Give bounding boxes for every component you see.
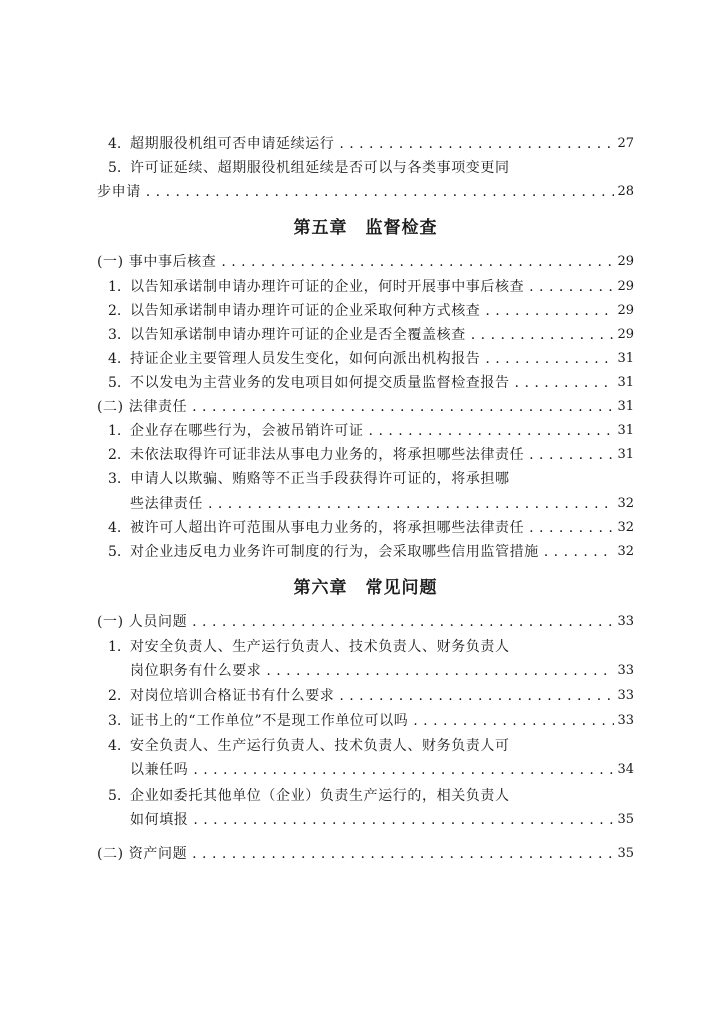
page-number: 31 [614, 419, 634, 443]
entry-title: 步申请 . . . [97, 180, 634, 204]
entry-title: 证书上的“工作单位”不是现工作单位可以吗 . . . [130, 709, 634, 733]
page-number: 35 [614, 808, 634, 832]
toc-entry[interactable] [97, 250, 634, 274]
page-number: 31 [614, 395, 634, 419]
chapter-heading: 第六章 常见问题 [293, 578, 438, 598]
entry-title: 以告知承诺制申请办理许可证的企业采取何种方式核查 . . . [130, 299, 634, 323]
entry-title: 以告知承诺制申请办理许可证的企业，何时开展事中事后核查 . . . [130, 275, 634, 299]
toc-entry[interactable] [97, 180, 634, 204]
entry-title: 超期服役机组可否申请延续运行 . . . [130, 132, 634, 156]
chapter-heading: 第五章 监督检查 [293, 218, 438, 238]
entry-number: 3. [108, 713, 122, 729]
entry-number: 4. [108, 351, 122, 367]
toc-entry[interactable] [97, 659, 634, 683]
entry-title: 些法律责任 . . . [130, 492, 634, 516]
entry-number: 3. [108, 327, 122, 343]
entry-title: 企业如委托其他单位（企业）负责生产运行的，相关负责人 [130, 788, 510, 804]
toc-entry[interactable] [97, 323, 634, 347]
entry-title: 安全负责人、生产运行负责人、技术负责人、财务负责人可 [130, 738, 510, 754]
entry-number: 1. [108, 279, 122, 295]
page-number: 31 [614, 371, 634, 395]
entry-number: 2. [108, 688, 122, 704]
page-number: 29 [614, 250, 634, 274]
section-title: (一) 人员问题 . . . [97, 610, 634, 634]
toc-entry[interactable] [97, 635, 634, 659]
page-number: 29 [614, 299, 634, 323]
page-number: 31 [614, 443, 634, 467]
entry-title: 被许可人超出许可范围从事电力业务的，将承担哪些法律责任 . . . [130, 516, 634, 540]
entry-number: 4. [108, 520, 122, 536]
page-number: 29 [614, 323, 634, 347]
entry-title: 许可证延续、超期服役机组延续是否可以与各类事项变更同 [130, 160, 510, 176]
toc-entry[interactable] [97, 395, 634, 419]
entry-number: 2. [108, 303, 122, 319]
page-number: 29 [614, 275, 634, 299]
entry-title: 以兼任吗 . . . [130, 758, 634, 782]
page-number: 32 [614, 492, 634, 516]
page-number: 31 [614, 347, 634, 371]
entry-number: 2. [108, 447, 122, 463]
entry-number: 1. [108, 423, 122, 439]
entry-title: 对安全负责人、生产运行负责人、技术负责人、财务负责人 [130, 639, 510, 655]
toc-entry[interactable] [97, 758, 634, 782]
entry-title: 不以发电为主营业务的发电项目如何提交质量监督检查报告 . . . [130, 371, 634, 395]
page-number: 33 [614, 610, 634, 634]
entry-number: 4. [108, 136, 122, 152]
entry-number: 5. [108, 375, 122, 391]
entry-title: 未依法取得许可证非法从事电力业务的，将承担哪些法律责任 . . . [130, 443, 634, 467]
toc-entry[interactable] [97, 684, 634, 708]
toc-entry[interactable] [97, 371, 634, 395]
entry-number: 5. [108, 160, 122, 176]
entry-title: 持证企业主要管理人员发生变化，如何向派出机构报告 . . . [130, 347, 634, 371]
toc-entry[interactable] [97, 842, 634, 866]
page-number: 35 [614, 842, 634, 866]
section-title: (二) 法律责任 . . . [97, 395, 634, 419]
entry-title: 如何填报 . . . [130, 808, 634, 832]
page-number: 28 [614, 180, 634, 204]
toc-entry[interactable] [97, 540, 634, 564]
toc-entry[interactable] [97, 784, 634, 808]
entry-title: 企业存在哪些行为，会被吊销许可证 . . . [130, 419, 634, 443]
toc-entry[interactable] [97, 734, 634, 758]
page-number: 34 [614, 758, 634, 782]
page-number: 33 [614, 709, 634, 733]
page-number: 33 [614, 659, 634, 683]
entry-number: 3. [108, 471, 122, 487]
entry-number: 1. [108, 639, 122, 655]
toc-entry[interactable] [97, 275, 634, 299]
toc-entry[interactable] [97, 492, 634, 516]
page-number: 32 [614, 516, 634, 540]
section-title: (一) 事中事后核查 . . . [97, 250, 634, 274]
page-number: 32 [614, 540, 634, 564]
toc-entry[interactable] [97, 419, 634, 443]
toc-entry[interactable] [97, 132, 634, 156]
toc-entry[interactable] [97, 299, 634, 323]
entry-title: 对岗位培训合格证书有什么要求 . . . [130, 684, 634, 708]
toc-entry[interactable] [97, 709, 634, 733]
page-number: 33 [614, 684, 634, 708]
entry-title: 申请人以欺骗、贿赂等不正当手段获得许可证的，将承担哪 [130, 471, 510, 487]
toc-entry[interactable] [97, 516, 634, 540]
entry-title: 岗位职务有什么要求 . . . [130, 659, 634, 683]
entry-title: 以告知承诺制申请办理许可证的企业是否全覆盖核查 . . . [130, 323, 634, 347]
section-title: (二) 资产问题 . . . [97, 842, 634, 866]
toc-entry[interactable] [97, 156, 634, 180]
toc-entry[interactable] [97, 610, 634, 634]
toc-entry[interactable] [97, 467, 634, 491]
entry-number: 5. [108, 788, 122, 804]
toc-entry[interactable] [97, 443, 634, 467]
toc-entry[interactable] [97, 808, 634, 832]
entry-number: 4. [108, 738, 122, 754]
page-number: 27 [614, 132, 634, 156]
entry-title: 对企业违反电力业务许可制度的行为，会采取哪些信用监管措施 . . . [130, 540, 634, 564]
toc-entry[interactable] [97, 347, 634, 371]
entry-number: 5. [108, 544, 122, 560]
